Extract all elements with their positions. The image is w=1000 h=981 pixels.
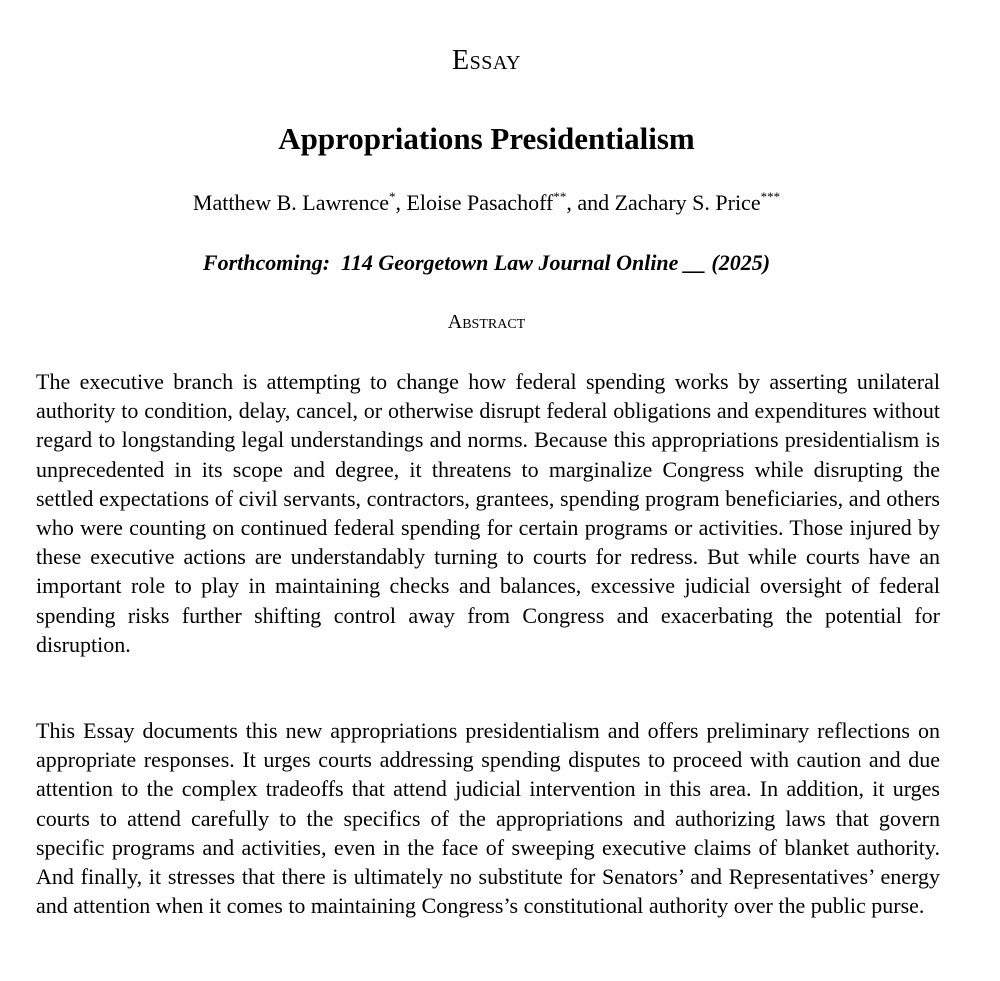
author-footnote-mark: ** — [553, 189, 567, 204]
publication-citation: Forthcoming: 114 Georgetown Law Journal Online __ (2025) — [202, 250, 771, 275]
author-name: Zachary S. Price — [614, 190, 761, 215]
author-footnote-mark: * — [388, 189, 396, 204]
author-separator: , and — [566, 190, 615, 215]
author-footnote-mark: *** — [760, 189, 781, 204]
author-name: Eloise Pasachoff — [406, 190, 554, 215]
abstract-heading: Abstract — [447, 311, 526, 333]
author-line — [0, 188, 973, 218]
abstract-paragraph: This Essay documents this new appropriations presidentialism and offers preliminary reflections on appropriate responses. It urges courts addressing spending disputes to proceed with caution and due attention to the complex tradeoffs that attend judicial intervention in this area. In addition, it urges courts to attend carefully to the specifics of the appropriations and authorizing laws that govern specific programs and activities, even in the face of sweeping executive claims of blanket authority. And finally, it stresses that there is ultimately no substitute for Senators’ and Representatives’ energy and attention when it comes to maintaining Congress’s constitutional authority over the public purse. — [36, 718, 940, 919]
author-name: Matthew B. Lawrence — [192, 190, 389, 215]
author-separator: , — [395, 190, 407, 215]
essay-title: Appropriations Presidentialism — [278, 121, 695, 156]
abstract-paragraph: The executive branch is attempting to change how federal spending works by asserting unilateral authority to condition, delay, cancel, or otherwise disrupt federal obligations and expenditures without regard to longstanding legal understandings and norms. Because this appropriations presidentialism is unprecedented in its scope and degree, it threatens to marginalize Congress while disrupting the settled expectations of civil servants, contractors, grantees, spending program beneficiaries, and others who were counting on continued federal spending for certain programs or activities. Those injured by these executive actions are understandably turning to courts for redress. But while courts have an important role to play in maintaining checks and balances, excessive judicial oversight of federal spending risks further shifting control away from Congress and exacerbating the potential for disruption. — [36, 369, 940, 657]
essay-kicker: Essay — [452, 45, 521, 76]
